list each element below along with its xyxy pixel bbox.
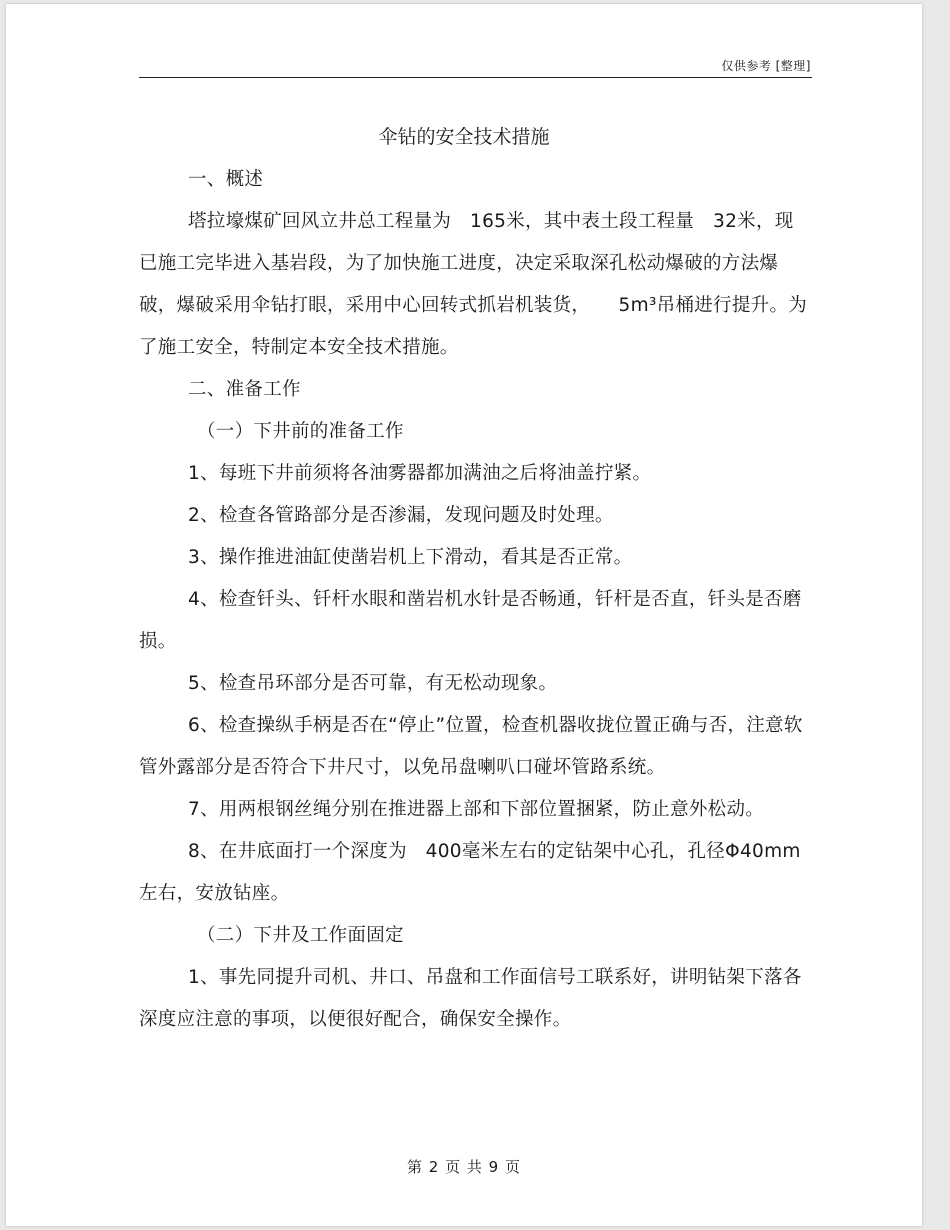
section-heading: 二、准备工作 xyxy=(188,379,301,400)
list-item: 3、操作推进油缸使凿岩机上下滑动，看其是否正常。 xyxy=(188,547,633,568)
list-item: 7、用两根钢丝绳分别在推进器上部和下部位置捆紧，防止意外松动。 xyxy=(188,799,765,820)
document-body xyxy=(139,159,809,1041)
header-note: 仅供参考 [整理] xyxy=(721,59,811,73)
section-heading: 一、概述 xyxy=(188,169,264,190)
list-item: 6、检查操纵手柄是否在“停止”位置，检查机器收拢位置正确与否，注意软管外露部分是否符合下井尺寸，以免吊盘喇叭口碰坏管路系统。 xyxy=(139,715,803,778)
list-item: 8、在井底面打一个深度为 400毫米左右的定钻架中心孔，孔径Φ40mm左右，安放钻座。 xyxy=(139,841,801,904)
document-page xyxy=(6,4,922,1226)
header-rule xyxy=(139,77,812,78)
subsection-heading: （一）下井前的准备工作 xyxy=(197,421,404,442)
page-number: 第 2 页 共 9 页 xyxy=(407,1158,521,1176)
list-item: 5、检查吊环部分是否可靠，有无松动现象。 xyxy=(188,673,558,694)
list-item: 4、检查钎头、钎杆水眼和凿岩机水针是否畅通，钎杆是否直，钎头是否磨损。 xyxy=(139,589,802,652)
document-title: 伞钻的安全技术措施 xyxy=(378,126,550,148)
list-item: 2、检查各管路部分是否渗漏，发现问题及时处理。 xyxy=(188,505,614,526)
list-item: 1、每班下井前须将各油雾器都加满油之后将油盖拧紧。 xyxy=(188,463,652,484)
subsection-heading: （二）下井及工作面固定 xyxy=(197,925,404,946)
list-item: 1、事先同提升司机、井口、吊盘和工作面信号工联系好，讲明钻架下落各深度应注意的事项，以便很好配合，确保安全操作。 xyxy=(139,967,802,1030)
paragraph: 塔拉壕煤矿回风立井总工程量为 165米，其中表土段工程量 32米，现已施工完毕进入基岩段，为了加快施工进度，决定采取深孔松动爆破的方法爆破，爆破采用伞钻打眼，采用中心回转式抓岩机装货， 5m³吊桶进行提升。为了施工安全，特制定本安全技术措施。 xyxy=(139,211,808,358)
